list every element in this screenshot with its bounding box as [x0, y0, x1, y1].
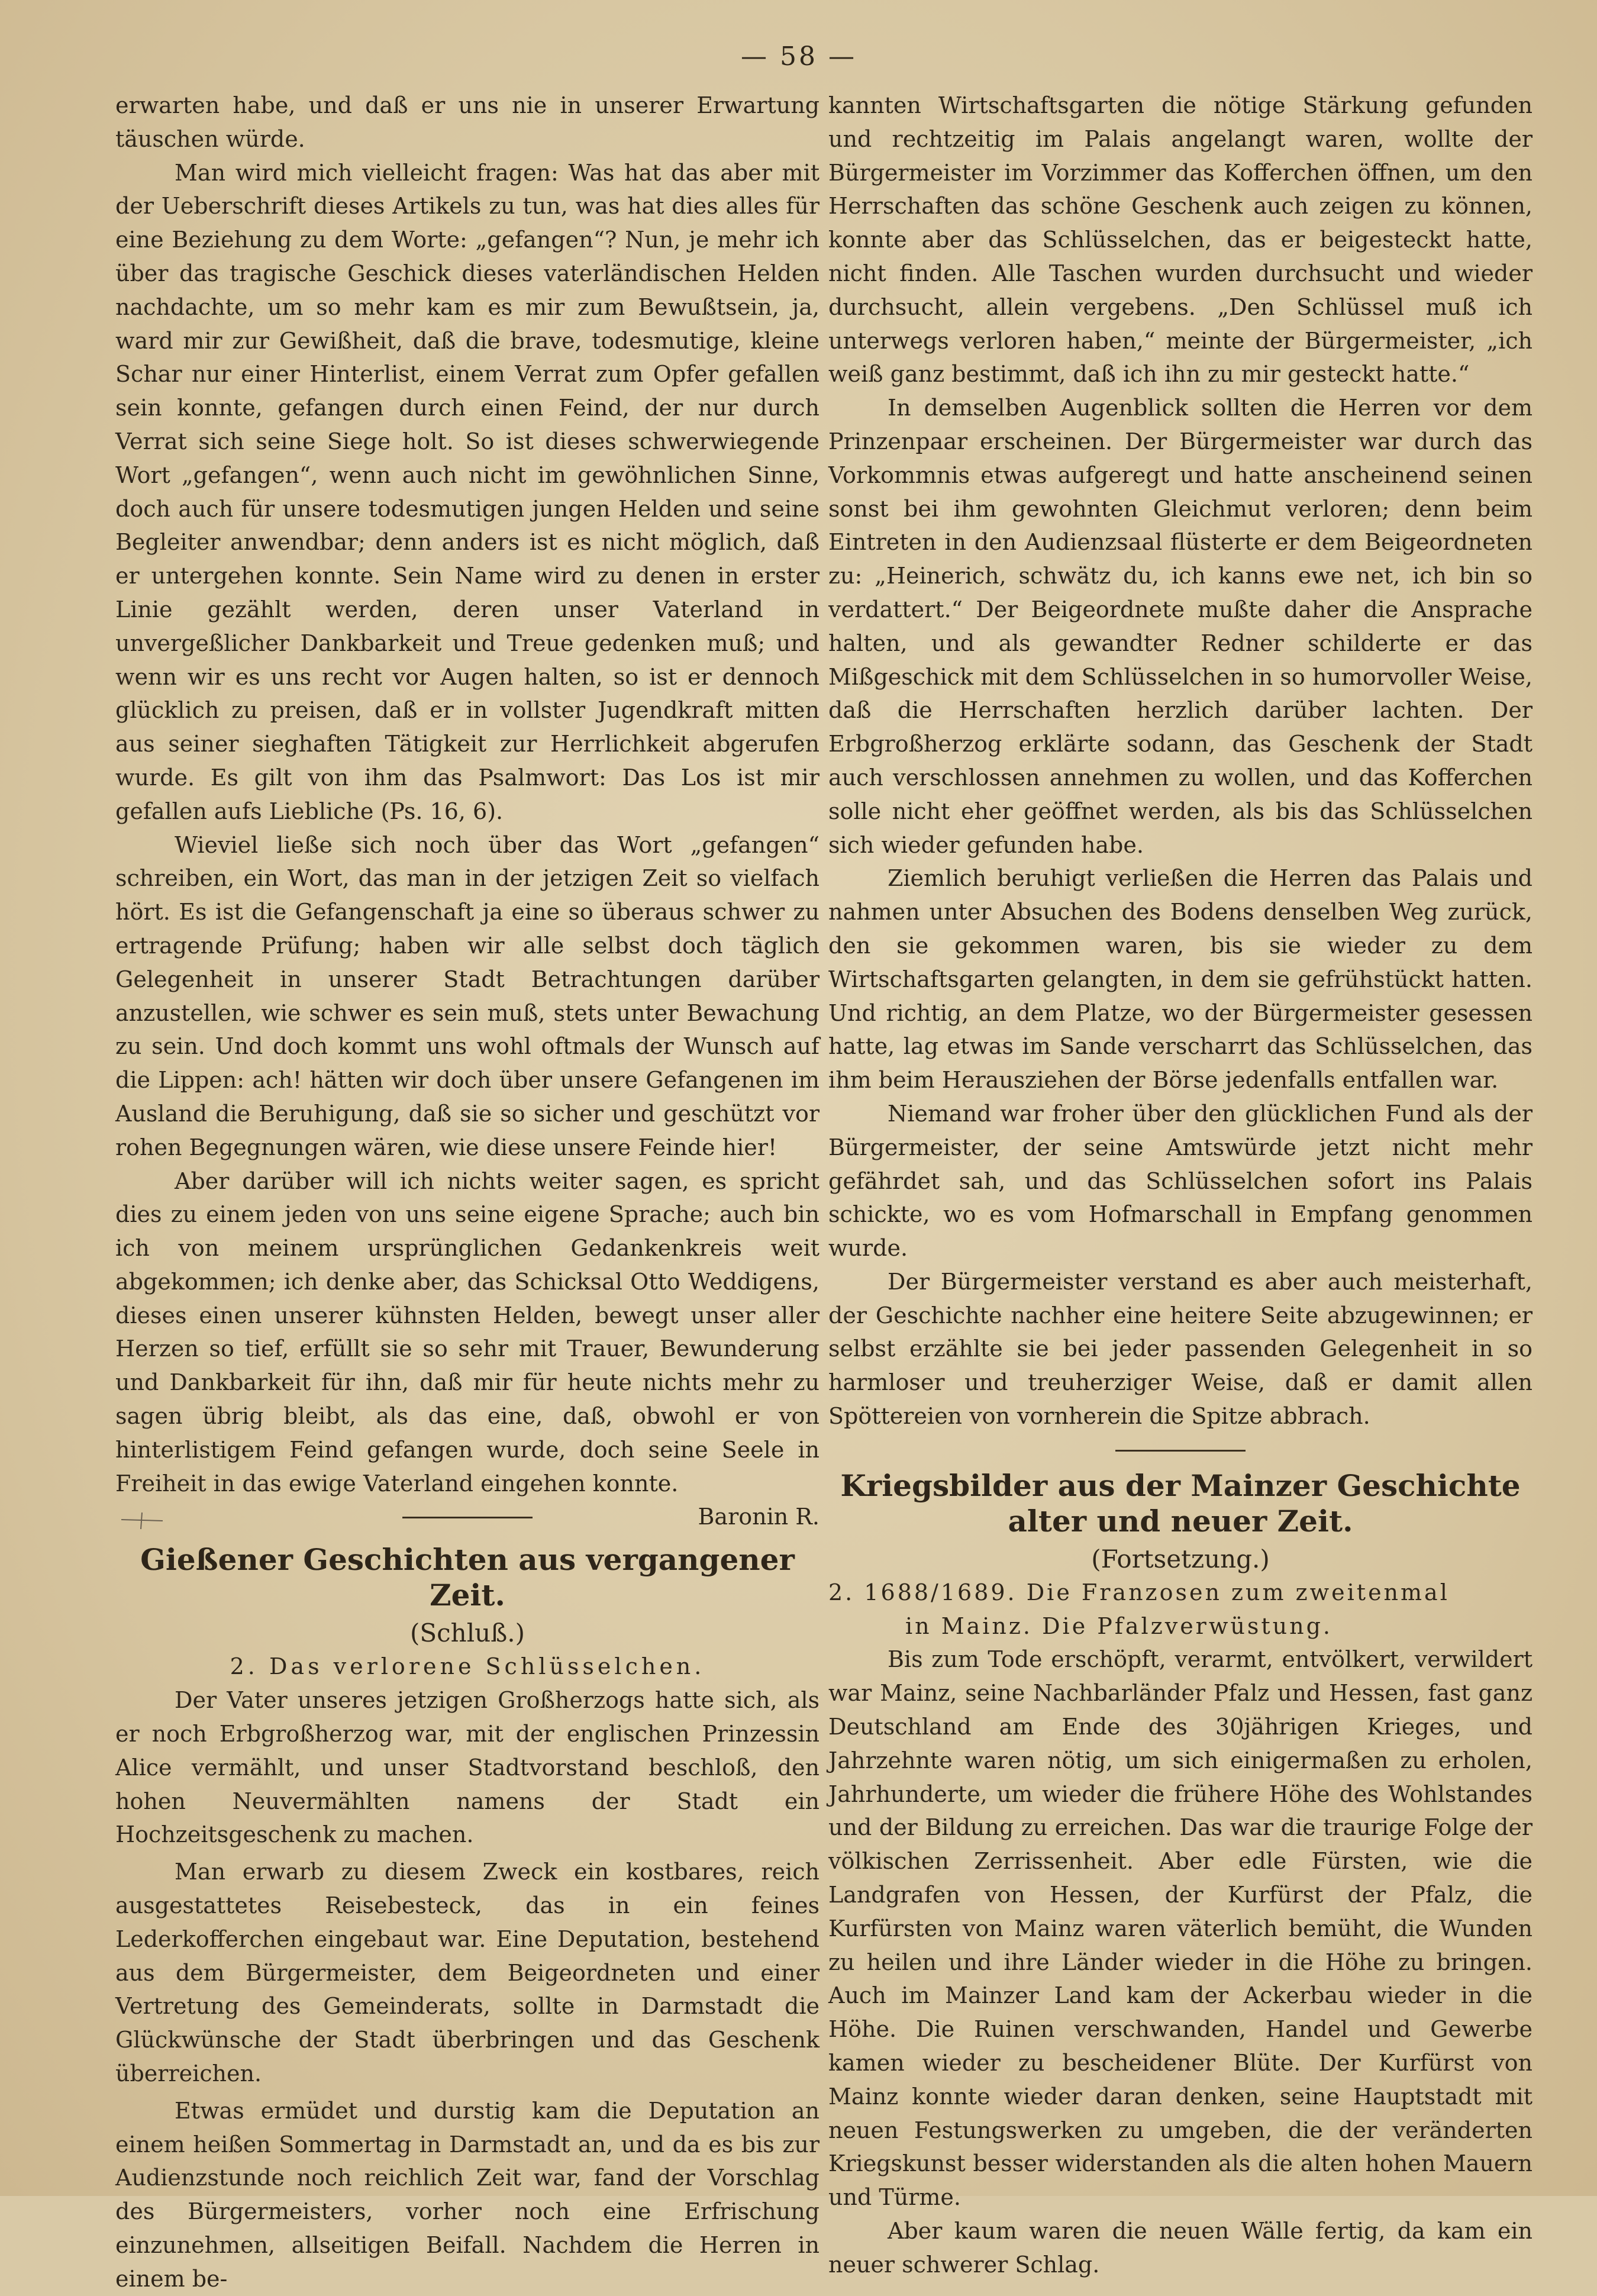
section-title: in Mainz. Die Pfalzverwüstung. [905, 1613, 1333, 1639]
section-title: 2. 1688/1689. Die Franzosen zum zweitenmal [828, 1579, 1450, 1605]
paragraph: Aber kaum waren die neuen Wälle fertig, da kam ein neuer schwerer Schlag. [828, 2218, 1533, 2278]
paragraph-text: Aber darüber will ich nichts weiter sagen, es spricht dies zu einem jeden von uns seine eigene Sprache; auch bin ich von meinem ursprünglichen Gedankenkreis weit abgekommen; ich denke aber, das Schicksal Otto Weddigens, dieses einen unserer kühnsten Helden, bewegt unser aller Herzen so tief, erfüllt sie so sehr mit Trauer, Bewunderung und Dankbarkeit für ihn, daß mir für heute nichts mehr zu sagen übrig bleibt, als das eine, daß, obwohl er von hinterlistigem Feind gefangen wurde, doch seine Seele in Freiheit in das ewige Vaterland eingehen konnte. [115, 1168, 820, 1497]
article-title: Gießener Geschichten aus vergangener Zeit. [140, 1542, 795, 1613]
article-divider [1115, 1450, 1246, 1452]
paragraph: Der Vater unseres jetzigen Großherzogs hatte sich, als er noch Erbgroßherzog war, mit der englischen Prinzessin Alice vermählt, und unser Stadtvorstand beschloß, den hohen Neuvermählten namens der Stadt ein Hochzeitsgeschenk zu machen. [115, 1687, 820, 1848]
paragraph: Wieviel ließe sich noch über das Wort „gefangen“ schreiben, ein Wort, das man in der jetzigen Zeit so vielfach hört. Es ist die Gefangenschaft ja eine so überaus schwer zu ertragende Prüfung; haben wir alle selbst doch täglich Gelegenheit in unserer Stadt Betrachtungen darüber anzustellen, wie schwer es sein muß, stets unter Bewachung zu sein. Und doch kommt uns wohl oftmals der Wunsch auf die Lippen: ach! hätten wir doch über unsere Gefangenen im Ausland die Beruhigung, daß sie so sicher und geschützt vor rohen Begegnungen wären, wie diese unsere Feinde hier! [115, 831, 820, 1160]
paragraph: Niemand war froher über den glücklichen Fund als der Bürgermeister, der seine Amtswürde jetzt nicht mehr gefährdet sah, und das Schlüsselchen sofort ins Palais schickte, wo es vom Hofmarschall in Empfang genommen wurde. [828, 1100, 1533, 1262]
pencil-mark-icon [118, 1508, 166, 1531]
article-title-line: Kriegsbilder aus der Mainzer Geschichte [840, 1468, 1521, 1503]
article-title-line: alter und neuer Zeit. [1008, 1503, 1353, 1539]
paragraph: kannten Wirtschaftsgarten die nötige Stärkung gefunden und rechtzeitig im Palais angelangt waren, wollte der Bürgermeister im Vorzimmer das Kofferchen öffnen, um den Herrschaften das schöne Geschenk auch zeigen zu können, konnte aber das Schlüsselchen, das er beigesteckt hatte, nicht finden. Alle Taschen wurden durchsucht und wieder durchsucht, allein vergebens. „Den Schlüssel muß ich unterwegs verloren haben,“ meinte der Bürgermeister, „ich weiß ganz bestimmt, daß ich ihn zu mir gesteckt hatte.“ [828, 92, 1533, 388]
article-subtitle: (Schluß.) [409, 1618, 525, 1648]
paragraph: Ziemlich beruhigt verließen die Herren das Palais und nahmen unter Absuchen des Bodens denselben Weg zurück, den sie gekommen waren, bis sie wieder zu dem Wirtschaftsgarten gelangten, in dem sie gefrühstückt hatten. Und richtig, an dem Platze, wo der Bürgermeister gesessen hatte, lag etwas im Sande verscharrt das Schlüsselchen, das ihm beim Herausziehen der Börse jedenfalls entfallen war. [828, 865, 1533, 1094]
section-title: 2. Das verlorene Schlüsselchen. [230, 1653, 705, 1680]
paragraph: Man wird mich vielleicht fragen: Was hat das aber mit der Ueberschrift dieses Artikels zu tun, was hat dies alles für eine Beziehung zu dem Worte: „gefangen“? Nun, je mehr ich über das tragische Geschick dieses vaterländischen Helden nachdachte, um so mehr kam es mir zum Bewußtsein, ja, ward mir zur Gewißheit, daß die brave, todesmutige, kleine Schar nur einer Hinterlist, einem Verrat zum Opfer gefallen sein konnte, gefangen durch einen Feind, der nur durch Verrat sich seine Siege holt. So ist dieses schwerwiegende Wort „gefangen“, wenn auch nicht im gewöhnlichen Sinne, doch auch für unsere todesmutigen jungen Helden und seine Begleiter anwendbar; denn anders ist es nicht möglich, daß er untergehen konnte. Sein Name wird zu denen in erster Linie gezählt werden, deren unser Vaterland in unvergeßlicher Dankbarkeit und Treue gedenken muß; und wenn wir es uns recht vor Augen halten, so ist er dennoch glücklich zu preisen, daß er in vollster Jugendkraft mitten aus seiner sieghaften Tätigkeit zur Herrlichkeit abgerufen wurde. Es gilt von ihm das Psalmwort: Das Los ist mir gefallen aufs Liebliche (Ps. 16, 6). [115, 159, 820, 824]
article-divider [402, 1517, 533, 1518]
right-column [828, 89, 1533, 2282]
article-subtitle: (Fortsetzung.) [1091, 1544, 1270, 1573]
author-signature: Baronin R. [698, 1504, 820, 1530]
paragraph: Bis zum Tode erschöpft, verarmt, entvölkert, verwildert war Mainz, seine Nachbarländer Pfalz und Hessen, fast ganz Deutschland am Ende des 30jährigen Krieges, und Jahrzehnte waren nötig, um sich einigermaßen zu erholen, Jahrhunderte, um wieder die frühere Höhe des Wohlstandes und der Bildung zu erreichen. Das war die traurige Folge der völkischen Zerrissenheit. Aber edle Fürsten, wie die Landgrafen von Hessen, der Kurfürst der Pfalz, die Kurfürsten von Mainz waren väterlich bemüht, die Wunden zu heilen und ihre Länder wieder in die Höhe zu bringen. Auch im Mainzer Land kam der Ackerbau wieder in die Höhe. Die Ruinen verschwanden, Handel und Gewerbe kamen wieder zu bescheidener Blüte. Der Kurfürst von Mainz konnte wieder daran denken, seine Hauptstadt mit neuen Festungswerken zu umgeben, die der veränderten Kriegskunst besser widerstanden als die alten hohen Mauern und Türme. [828, 1646, 1533, 2211]
paragraph: Etwas ermüdet und durstig kam die Deputation an einem heißen Sommertag in Darmstadt an, und da es bis zur Audienzstunde noch reichlich Zeit war, fand der Vorschlag des Bürgermeisters, vorher noch eine Erfrischung einzunehmen, allseitigen Beifall. Nachdem die Herren in einem be- [115, 2097, 820, 2292]
paragraph: Man erwarb zu diesem Zweck ein kostbares, reich ausgestattetes Reisebesteck, das in ein feines Lederkofferchen eingebaut war. Eine Deputation, bestehend aus dem Bürgermeister, dem Beigeordneten und einer Vertretung des Gemeinderats, sollte in Darmstadt die Glückwünsche der Stadt überbringen und das Geschenk überreichen. [115, 1859, 820, 2087]
paragraph: In demselben Augenblick sollten die Herren vor dem Prinzenpaar erscheinen. Der Bürgermeister war durch das Vorkommnis etwas aufgeregt und hatte anscheinend seinen sonst bei ihm gewohnten Gleichmut verloren; denn beim Eintreten in den Audienzsaal flüsterte er dem Beigeordneten zu: „Heinerich, schwätz du, ich kanns ewe net, ich bin so verdattert.“ Der Beigeordnete mußte daher die Ansprache halten, und als gewandter Redner schilderte er das Mißgeschick mit dem Schlüsselchen in so humorvoller Weise, daß die Herrschaften herzlich darüber lachten. Der Erbgroßherzog erklärte sodann, das Geschenk der Stadt auch verschlossen annehmen zu wollen, und das Kofferchen solle nicht eher geöffnet werden, als bis das Schlüsselchen sich wieder gefunden habe. [828, 395, 1533, 858]
paragraph: erwarten habe, und daß er uns nie in unserer Erwartung täuschen würde. [115, 92, 820, 152]
page-number: — 58 — [741, 41, 857, 72]
paragraph [115, 1165, 820, 1530]
left-column [115, 89, 820, 2296]
article-title [828, 1468, 1533, 1539]
paragraph: Der Bürgermeister verstand es aber auch meisterhaft, der Geschichte nachher eine heitere Seite abzugewinnen; er selbst erzählte sie bei jeder passenden Gelegenheit in so harmloser und treuherziger Weise, daß er damit allen Spöttereien von vornherein die Spitze abbrach. [828, 1268, 1533, 1430]
